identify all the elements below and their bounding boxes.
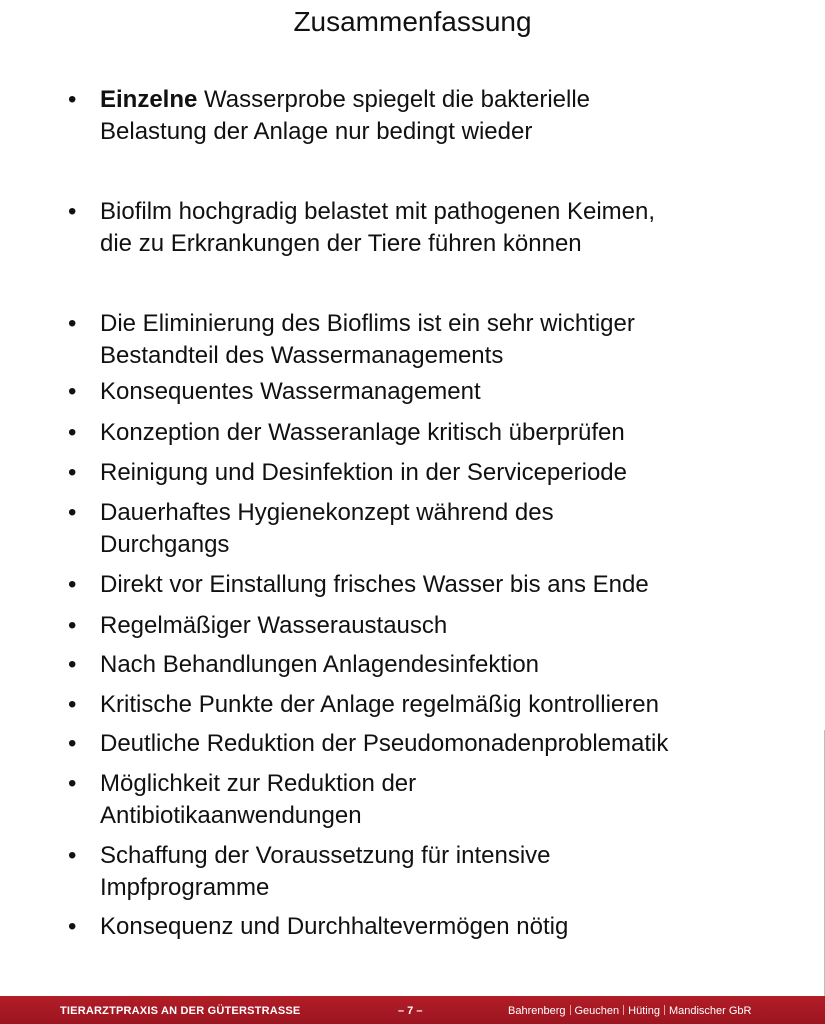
bullet-icon: • [68,770,77,797]
bullet-text [100,497,806,561]
bullet-line: die zu Erkrankungen der Tiere führen können [100,230,582,257]
bullet-line: Bestandteil des Wassermanagements [100,342,504,369]
bullet-text: Regelmäßiger Wasseraustausch [100,612,448,639]
bullet-icon: • [68,310,77,337]
bullet-icon: • [68,86,77,113]
bullet-text: Direkt vor Einstallung frisches Wasser bis ans Ende [100,571,649,598]
bullet-line: Biofilm hochgradig belastet mit pathogenen Keimen, [100,198,655,225]
bullet-text: Deutliche Reduktion der Pseudomonadenproblematik [100,730,669,757]
bullet-text: Konsequenz und Durchhaltevermögen nötig [100,913,569,940]
footer-practice-name: TIERARZTPRAXIS AN DER GÜTERSTRASSE [60,1005,301,1017]
bullet-line: Möglichkeit zur Reduktion der [100,770,417,797]
bullet-text [100,308,806,372]
footer-separator [570,1005,571,1015]
bullet-icon: • [68,459,77,486]
bullet-text [100,768,806,832]
bullet-line: Impfprogramme [100,874,270,901]
bullet-line: Antibiotikaanwendungen [100,802,362,829]
bullet-line: Dauerhaftes Hygienekonzept während des [100,499,554,526]
bullet-text [100,840,806,904]
bullet-line: Wasserprobe spiegelt die bakterielle [197,86,591,113]
bullet-icon: • [68,730,77,757]
bullet-line: Schaffung der Voraussetzung für intensive [100,842,551,869]
bullet-icon: • [68,571,77,598]
bullet-line: Die Eliminierung des Bioflims ist ein sehr wichtiger [100,310,635,337]
footer-partner-names [508,1005,752,1017]
bullet-bold-text: Einzelne [100,86,198,113]
footer-partner-name: Mandischer GbR [668,1005,752,1017]
bullet-icon: • [68,913,77,940]
bullet-icon: • [68,691,77,718]
bullet-line: Durchgangs [100,531,230,558]
bullet-icon: • [68,378,77,405]
bullet-icon: • [68,651,77,678]
bullet-text [100,196,806,260]
footer-partner-name: Bahrenberg [508,1005,566,1017]
footer-bar [0,996,825,1024]
bullet-icon: • [68,419,77,446]
bullet-text [100,84,806,148]
bullet-text: Konzeption der Wasseranlage kritisch überprüfen [100,419,625,446]
bullet-line: Belastung der Anlage nur bedingt wieder [100,118,533,145]
footer-partner-name: Hüting [628,1005,660,1017]
footer-separator [664,1005,665,1015]
bullet-text: Kritische Punkte der Anlage regelmäßig kontrollieren [100,691,659,718]
footer-separator [623,1005,624,1015]
page-title: Zusammenfassung [293,6,532,37]
bullet-text: Nach Behandlungen Anlagendesinfektion [100,651,540,678]
footer-partner-name: Geuchen [574,1005,620,1017]
bullet-icon: • [68,612,77,639]
bullet-text: Reinigung und Desinfektion in der Serviceperiode [100,459,627,486]
bullet-icon: • [68,198,77,225]
bullet-text: Konsequentes Wassermanagement [100,378,481,405]
bullet-icon: • [68,842,77,869]
footer-page-number: – 7 – [398,1005,423,1017]
bullet-icon: • [68,499,77,526]
